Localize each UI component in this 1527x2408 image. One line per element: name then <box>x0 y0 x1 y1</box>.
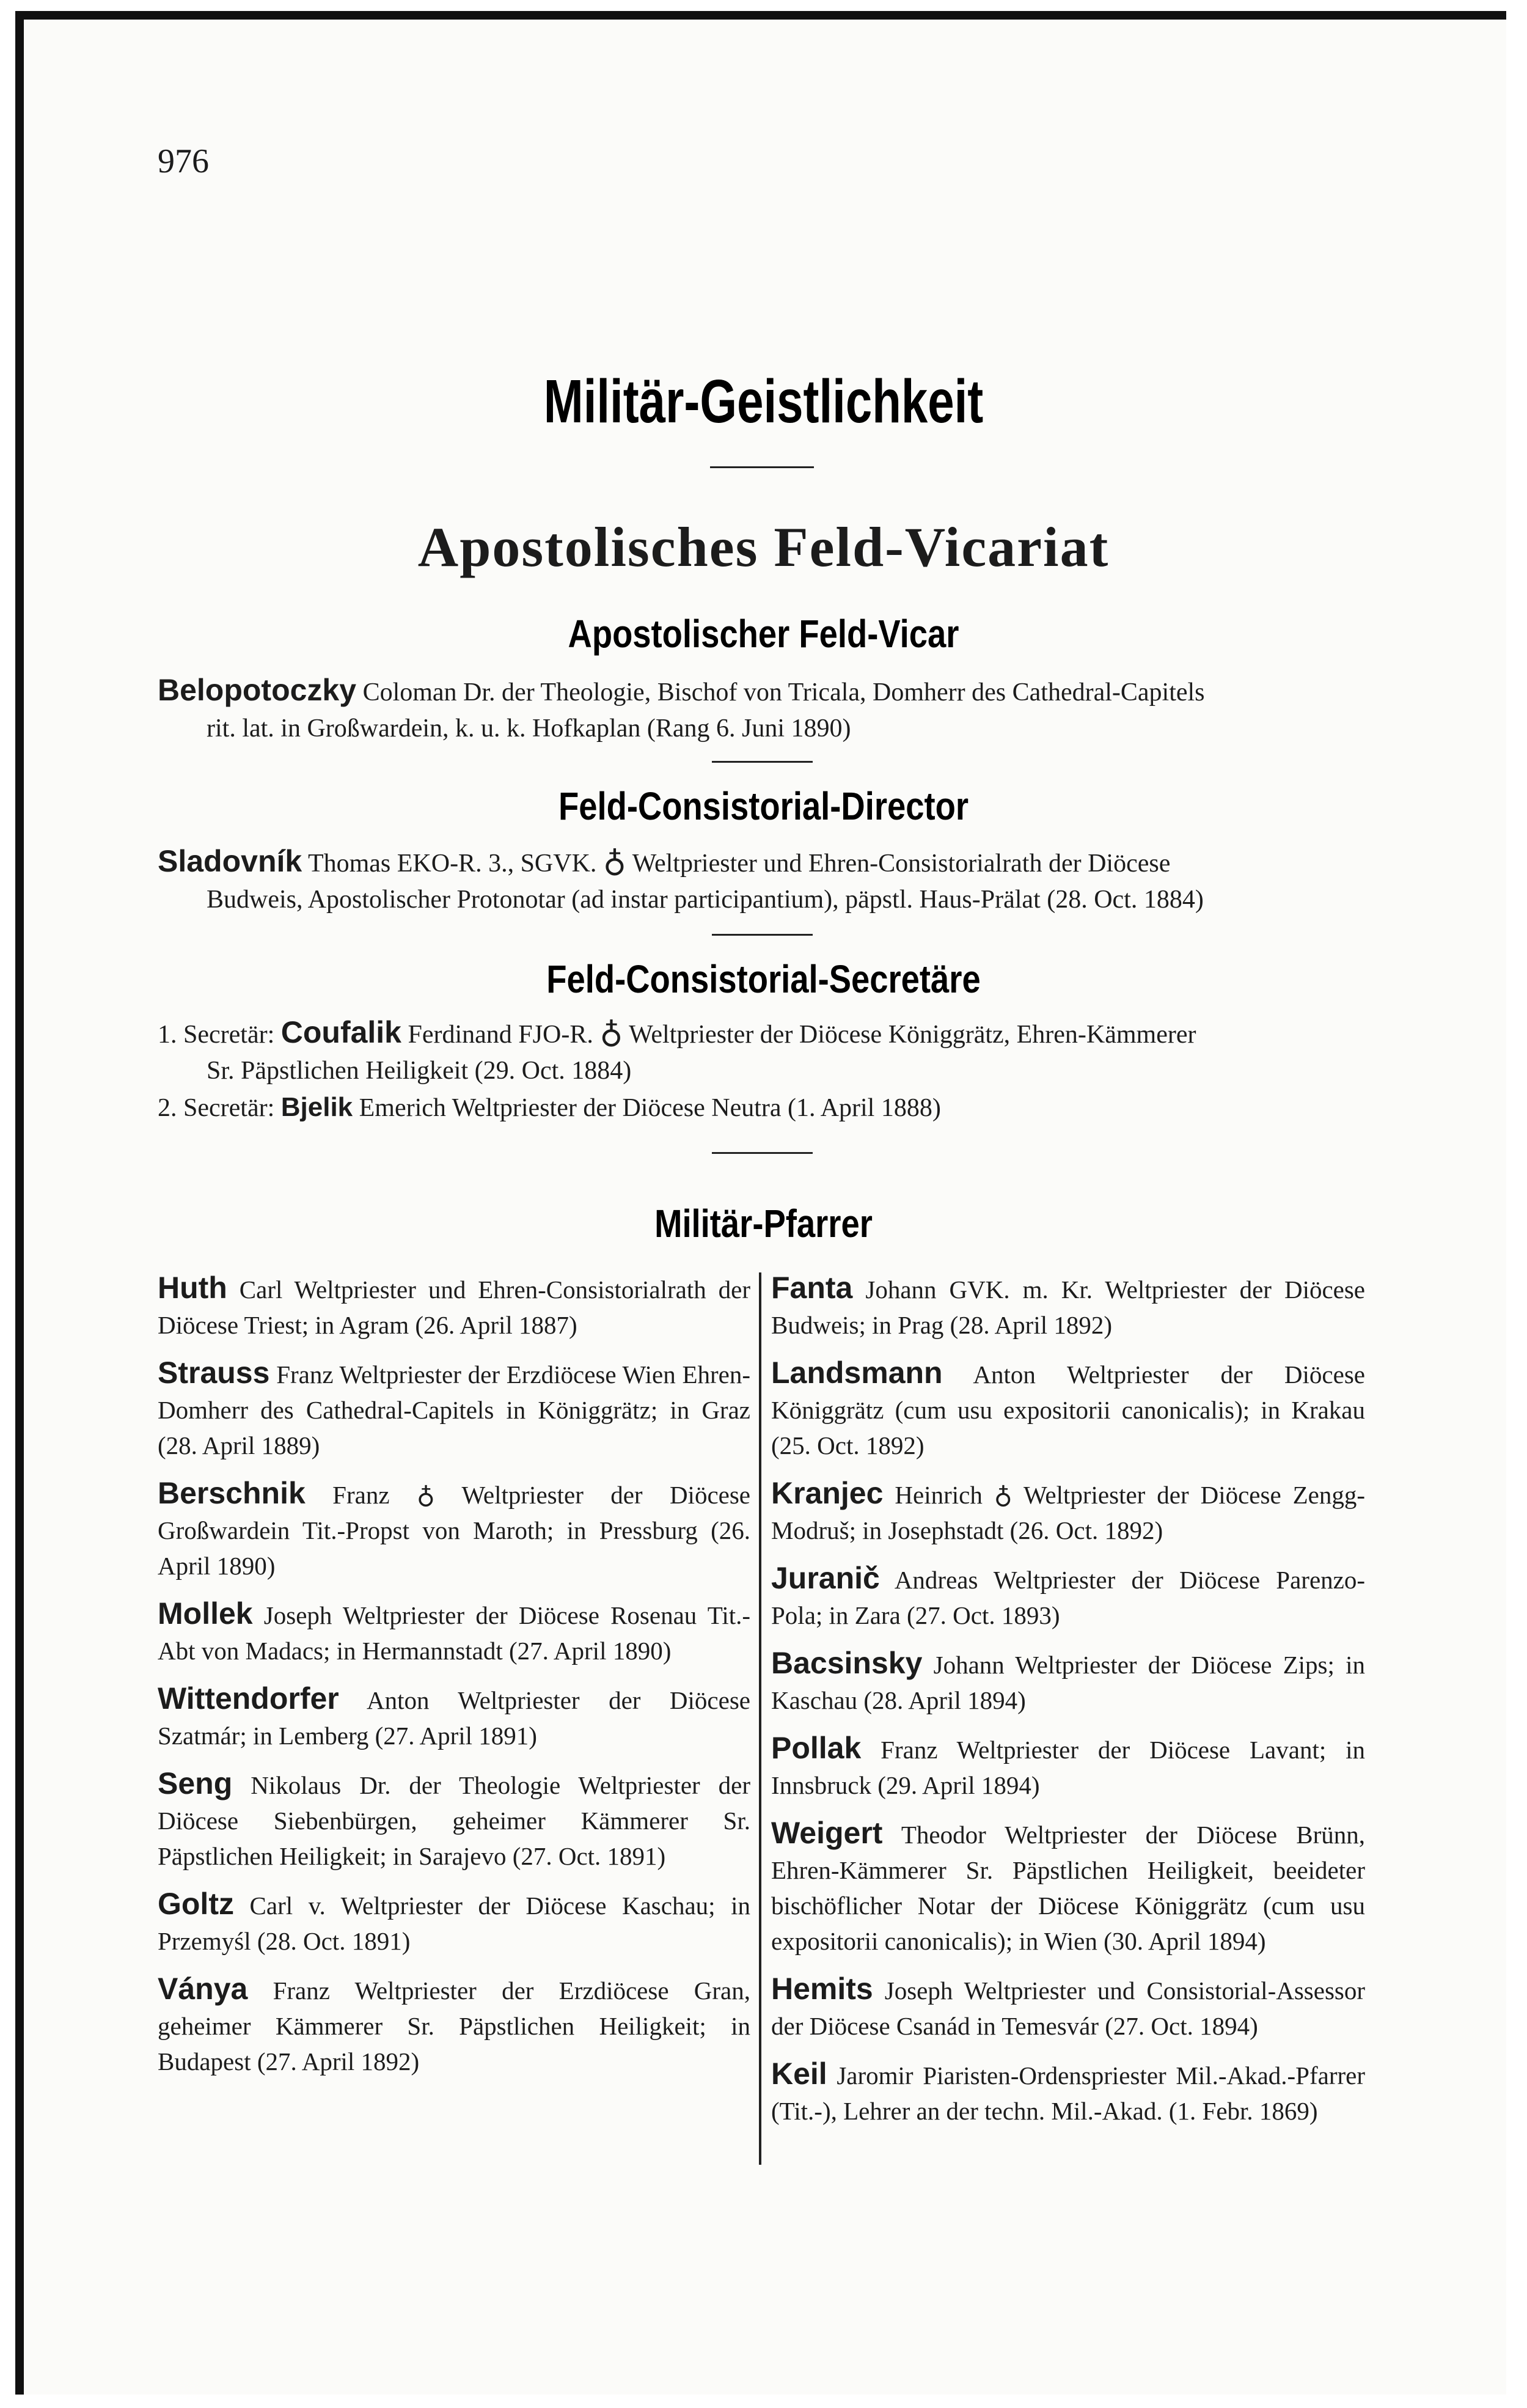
list-item: Fanta Johann GVK. m. Kr. Weltpriester der Diöcese Budweis; in Prag (28. April 1892) <box>771 1271 1366 1339</box>
secretary1-line1a: Ferdinand FJO-R. <box>408 1021 593 1049</box>
column-divider <box>759 1272 761 2165</box>
list-item: Goltz Carl v. Weltpriester der Diöcese Kaschau; in Przemyśl (28. Oct. 1891) <box>158 1887 750 1955</box>
vicar-entry <box>158 672 1380 747</box>
list-item: Mollek Joseph Weltpriester der Diöcese Rosenau Tit.-Abt von Madacs; in Hermannstadt (27. April 1890) <box>158 1596 751 1665</box>
director-line2: Budweis, Apostolischer Protonotar (ad instar participantium), päpstl. Haus-Prälat (28. Oct. 1884) <box>207 886 1204 914</box>
divider <box>710 466 814 468</box>
secretary2-rest: Emerich Weltpriester der Diöcese Neutra (1. April 1888) <box>359 1094 941 1122</box>
secretary2-label: 2. Secretär: <box>158 1094 275 1122</box>
vicar-line1: Coloman Dr. der Theologie, Bischof von Tricala, Domherr des Cathedral-Capitels <box>362 678 1205 707</box>
order-icon: ♁ <box>602 844 626 879</box>
list-item: Strauss Franz Weltpriester der Erzdiöcese Wien Ehren-Domherr des Cathedral-Capitels in Königgrätz; in Graz (28. April 1889) <box>158 1356 750 1459</box>
list-item: Seng Nikolaus Dr. der Theologie Weltpriester der Diöcese Siebenbürgen, geheimer Kämmerer Sr. Päpstlichen Heiligkeit; in Sarajevo (27. Oct. 1891) <box>158 1766 751 1870</box>
secretary1-label: 1. Secretär: <box>158 1021 275 1049</box>
list-item: Bacsinsky Johann Weltpriester der Diöcese Zips; in Kaschau (28. April 1894) <box>771 1646 1365 1714</box>
divider <box>712 761 813 763</box>
list-item: Berschnik Franz ♁ Weltpriester der Diöcese Großwardein Tit.-Propst von Maroth; in Pressburg (26. April 1890) <box>158 1476 750 1580</box>
list-item: Ványa Franz Weltpriester der Erzdiöcese Gran, geheimer Kämmerer Sr. Päpstlichen Heiligkeit; in Budapest (27. April 1892) <box>158 1972 750 2076</box>
list-item: Wittendorfer Anton Weltpriester der Diöcese Szatmár; in Lemberg (27. April 1891) <box>158 1681 750 1750</box>
secretary1-name: Coufalik <box>280 1015 401 1049</box>
right-column <box>771 1270 1365 2141</box>
divider <box>712 934 813 936</box>
secretary2-name: Bjelik <box>280 1092 353 1122</box>
list-item: Landsmann Anton Weltpriester der Diöcese Königgrätz (cum usu expositorii canonicalis); in Krakau (25. Oct. 1892) <box>771 1356 1365 1459</box>
list-item: Kranjec Heinrich ♁ Weltpriester der Diöcese Zengg-Modruš; in Josephstadt (26. Oct. 1892) <box>771 1476 1365 1544</box>
list-item: Huth Carl Weltpriester und Ehren-Consistorialrath der Diöcese Triest; in Agram (26. April 1887) <box>158 1271 751 1339</box>
page-title: Militär-Geistlichkeit <box>543 367 984 436</box>
heading-pfarrer: Militär-Pfarrer <box>654 1202 873 1246</box>
vicar-line2: rit. lat. in Großwardein, k. u. k. Hofkaplan (Rang 6. Juni 1890) <box>207 714 851 743</box>
director-name: Sladovník <box>158 844 302 878</box>
list-item: Pollak Franz Weltpriester der Diöcese Lavant; in Innsbruck (29. April 1894) <box>771 1731 1365 1799</box>
director-line1b: Weltpriester und Ehren-Consistorialrath der Diöcese <box>632 850 1171 878</box>
heading-director: Feld-Consistorial-Director <box>558 784 969 828</box>
heading-secretaries: Feld-Consistorial-Secretäre <box>546 957 981 1001</box>
list-item: Hemits Joseph Weltpriester und Consistorial-Assessor der Diöcese Csanád in Temesvár (27. Oct. 1894) <box>771 1972 1366 2040</box>
list-item: Keil Jaromir Piaristen-Ordenspriester Mil.-Akad.-Pfarrer (Tit.-), Lehrer an der techn. Mil.-Akad. (1. Febr. 1869) <box>771 2057 1365 2125</box>
secretaries-entry <box>158 1015 1380 1126</box>
director-entry <box>158 843 1380 918</box>
secretary1-line2: Sr. Päpstlichen Heiligkeit (29. Oct. 1884) <box>207 1057 632 1085</box>
order-icon: ♁ <box>599 1015 623 1050</box>
divider <box>712 1152 813 1154</box>
page-number: 976 <box>158 142 209 180</box>
list-item: Juranič Andreas Weltpriester der Diöcese Parenzo-Pola; in Zara (27. Oct. 1893) <box>771 1561 1365 1629</box>
vicar-name: Belopotoczky <box>158 673 357 707</box>
heading-vicar: Apostolischer Feld-Vicar <box>568 612 959 656</box>
secretary1-line1b: Weltpriester der Diöcese Königgrätz, Ehren-Kämmerer <box>629 1021 1196 1049</box>
list-item: Weigert Theodor Weltpriester der Diöcese Brünn, Ehren-Kämmerer Sr. Päpstlichen Heiligkeit, beeideter bischöflicher Notar der Diöcese Königgrätz (cum usu expositorii canonicalis); in Wien (30. April 1894) <box>771 1816 1365 1955</box>
director-line1a: Thomas EKO-R. 3., SGVK. <box>307 850 597 878</box>
section-subtitle: Apostolisches Feld-Vicariat <box>417 516 1110 578</box>
left-column <box>158 1270 750 2091</box>
